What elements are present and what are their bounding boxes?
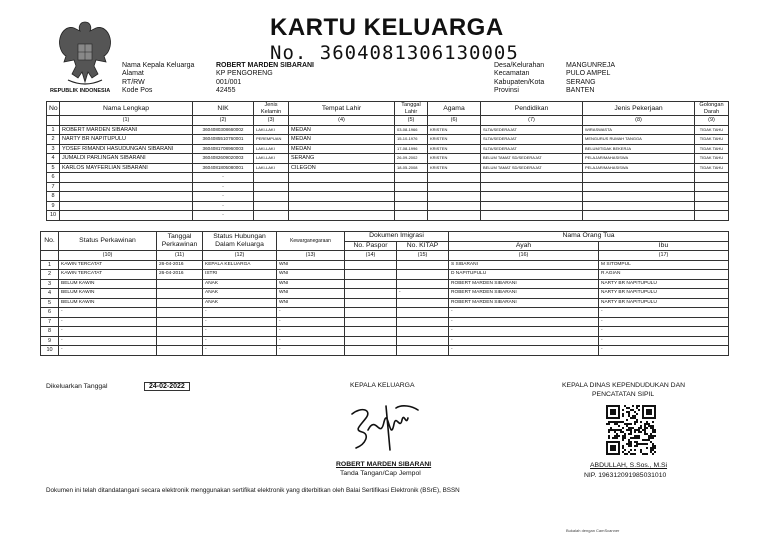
table-cell [397, 308, 449, 318]
table-cell [397, 298, 449, 308]
table-cell [583, 211, 695, 221]
table-row [41, 317, 729, 327]
table-cell: - [193, 192, 254, 202]
table-cell: - [59, 308, 157, 318]
table-row [41, 270, 729, 280]
table-cell: - [203, 336, 277, 346]
table-cell [157, 298, 203, 308]
table-cell: ROBERT MARDEN SIBARANI [60, 125, 193, 135]
col-header: Agama [428, 102, 481, 116]
col-code: (5) [395, 116, 428, 126]
table-cell: - [193, 201, 254, 211]
table-cell: R AGIAN [599, 270, 729, 280]
table-cell: ISTRI [203, 270, 277, 280]
table-cell [60, 211, 193, 221]
table-cell [395, 211, 428, 221]
table-cell [254, 192, 289, 202]
table1-code-row [47, 116, 729, 126]
table-cell: - [277, 308, 345, 318]
col-code: (9) [695, 116, 729, 126]
table-cell [481, 211, 583, 221]
electronic-signature-disclaimer: Dokumen ini telah ditandatangani secara elektronik menggunakan sertifikat elektronik yang diterbitkan oleh Balai Sertifikasi Elektronik (BSrE), BSSN [46, 487, 460, 494]
rtrw-value: 001/001 [216, 78, 242, 86]
info-label: Provinsi [494, 86, 519, 94]
col-code: (13) [277, 251, 345, 261]
table-row [41, 336, 729, 346]
issued-date-label: Dikeluarkan Tanggal [46, 383, 108, 390]
table-cell: - [203, 327, 277, 337]
col-code: (3) [254, 116, 289, 126]
table-cell [289, 211, 395, 221]
table-cell: NARTY BR NAPITUPULU [599, 279, 729, 289]
table-cell: 3604081708960003 [193, 144, 254, 154]
info-label: Kecamatan [494, 70, 530, 78]
table-cell: LAKI-LAKI [254, 144, 289, 154]
table-cell [157, 317, 203, 327]
table-cell: 2 [47, 135, 60, 145]
table-cell: LAKI-LAKI [254, 154, 289, 164]
col-header: Nama Orang Tua [449, 232, 729, 242]
table-cell [397, 260, 449, 270]
table-cell: - [449, 308, 599, 318]
col-code: (17) [599, 251, 729, 261]
table-cell: - [193, 182, 254, 192]
table-cell: 3 [41, 279, 59, 289]
table-cell [60, 182, 193, 192]
table-cell: - [277, 336, 345, 346]
table-cell: NARTY BR NAPITUPULU [599, 298, 729, 308]
info-label: Desa/Kelurahan [494, 62, 545, 69]
table-cell: KRISTEN [428, 163, 481, 173]
table-row [47, 154, 729, 164]
postal-code-value: 42455 [216, 86, 236, 94]
col-code: (8) [583, 116, 695, 126]
table-cell [345, 308, 397, 318]
table-cell [395, 201, 428, 211]
table-cell: SLTA/SEDERAJAT [481, 144, 583, 154]
issued-date-value: 24-02-2022 [144, 382, 190, 391]
village-value: MANGUNREJA [566, 62, 616, 69]
table-cell: - [59, 336, 157, 346]
info-label: Kabupaten/Kota [494, 78, 545, 86]
head-name-value: ROBERT MARDEN SIBARANI [216, 62, 314, 69]
table-cell: - [449, 336, 599, 346]
table-cell [397, 336, 449, 346]
info-label: Alamat [122, 70, 144, 78]
table-cell [397, 270, 449, 280]
table-cell [583, 192, 695, 202]
table1-header-row [47, 102, 729, 116]
table-cell: NARTY BR NAPITUPULU [599, 289, 729, 299]
table-cell: 6 [47, 173, 60, 183]
table-cell: D NAPITUPULU [449, 270, 599, 280]
info-label: RT/RW [122, 78, 145, 86]
table-cell: WNI [277, 279, 345, 289]
table-cell: 4 [47, 154, 60, 164]
table-row [41, 308, 729, 318]
table-cell: 10 [47, 211, 60, 221]
table-cell: - [59, 327, 157, 337]
table-cell [345, 336, 397, 346]
table-cell [157, 346, 203, 356]
table-cell: - [599, 336, 729, 346]
col-code [41, 251, 59, 261]
table-cell [254, 201, 289, 211]
table-cell: ROBERT MARDEN SIBARANI [449, 289, 599, 299]
table-cell: 3604080308660002 [193, 125, 254, 135]
table-cell: 3604082609020003 [193, 154, 254, 164]
table-cell [345, 270, 397, 280]
table-cell: TIDAK TAHU [695, 135, 729, 145]
table-cell [481, 173, 583, 183]
table-cell [695, 173, 729, 183]
head-name: ROBERT MARDEN SIBARANI [336, 461, 432, 468]
table-cell: KARLOS MAYFERLIAN SIBARANI [60, 163, 193, 173]
col-code: (16) [449, 251, 599, 261]
table-cell: 10 [41, 346, 59, 356]
corner-note: Bukalah dengan CamScanner [566, 528, 620, 533]
table-cell: - [277, 327, 345, 337]
table-cell: ROBERT MARDEN SIBARANI [449, 298, 599, 308]
table-cell: MEDAN [289, 144, 395, 154]
table-cell [345, 327, 397, 337]
table-cell: 1 [47, 125, 60, 135]
table-cell [583, 182, 695, 192]
signature-icon [346, 400, 422, 454]
table-row [41, 279, 729, 289]
table-cell: - [203, 346, 277, 356]
col-code: (6) [428, 116, 481, 126]
table-cell [289, 201, 395, 211]
table-cell [157, 279, 203, 289]
table-cell [345, 279, 397, 289]
family-members-table [46, 101, 729, 221]
table-cell [395, 182, 428, 192]
col-header: NIK [193, 102, 254, 116]
table-cell: 26-09-2002 [395, 154, 428, 164]
head-info-values [216, 62, 314, 95]
col-code: (4) [289, 116, 395, 126]
table-cell: PEREMPUAN [254, 135, 289, 145]
table-cell [481, 201, 583, 211]
office-title-line2: PENCATATAN SIPIL [592, 391, 655, 398]
col-code: (7) [481, 116, 583, 126]
table-cell [397, 279, 449, 289]
table-cell: 26-04-2016 [157, 270, 203, 280]
table-cell: BELUM KAWIN [59, 289, 157, 299]
table-row [41, 289, 729, 299]
table-cell: 17-08-1996 [395, 144, 428, 154]
table-cell: - [277, 317, 345, 327]
table-cell [583, 201, 695, 211]
table-cell [345, 346, 397, 356]
table-cell: TIDAK TAHU [695, 163, 729, 173]
table-cell: 2 [41, 270, 59, 280]
col-code: (14) [345, 251, 397, 261]
info-label: Nama Kepala Keluarga [122, 62, 195, 69]
table2-header-row-1 [41, 232, 729, 242]
table-cell: BELUM/TIDAK BEKERJA [583, 144, 695, 154]
table-cell [289, 173, 395, 183]
table-row [41, 346, 729, 356]
table-cell: - [193, 173, 254, 183]
table-cell: - [449, 327, 599, 337]
garuda-emblem-icon [54, 18, 116, 90]
table-cell: - [397, 289, 449, 299]
table-cell: 3 [47, 144, 60, 154]
table-cell: KEPALA KELUARGA [203, 260, 277, 270]
office-title-line1: KEPALA DINAS KEPENDUDUKAN DAN [562, 382, 686, 389]
table-cell [254, 173, 289, 183]
col-header: Tanggal Perkawinan [157, 232, 203, 251]
table-cell [397, 317, 449, 327]
col-header: No. [41, 232, 59, 251]
table-cell: - [599, 317, 729, 327]
table-cell [254, 211, 289, 221]
table-cell: - [277, 346, 345, 356]
table-cell: CILEGON [289, 163, 395, 173]
col-header: Tanggal Lahir [395, 102, 428, 116]
col-header: No. Paspor [345, 241, 397, 251]
table-cell: MENGURUS RUMAH TANGGA [583, 135, 695, 145]
document-title: KARTU KELUARGA [270, 14, 504, 41]
table-cell [481, 182, 583, 192]
col-code: (1) [60, 116, 193, 126]
table-cell: - [599, 308, 729, 318]
col-header: Dokumen Imigrasi [345, 232, 449, 242]
table-cell: BELUM KAWIN [59, 298, 157, 308]
col-header: Kewarganegaraan [277, 232, 345, 251]
table-cell: 5 [47, 163, 60, 173]
col-header: Status Perkawinan [59, 232, 157, 251]
col-header: Ayah [449, 241, 599, 251]
table-cell: ANAK [203, 279, 277, 289]
table-cell: KRISTEN [428, 154, 481, 164]
table-cell: WIRASWASTA [583, 125, 695, 135]
table-cell: KRISTEN [428, 135, 481, 145]
table-cell: 8 [41, 327, 59, 337]
table-cell [428, 182, 481, 192]
table-cell [345, 298, 397, 308]
table-cell [395, 173, 428, 183]
table-cell [395, 192, 428, 202]
table-cell [481, 192, 583, 202]
col-code: (2) [193, 116, 254, 126]
table-cell: 1 [41, 260, 59, 270]
table-cell [254, 182, 289, 192]
table-cell: BELUM TAMAT SD/SEDERAJAT [481, 154, 583, 164]
table-cell [345, 317, 397, 327]
table-cell: - [193, 211, 254, 221]
province-value: BANTEN [566, 86, 595, 94]
head-signature-label: KEPALA KELUARGA [350, 382, 415, 389]
table-cell: 6 [41, 308, 59, 318]
table-row [47, 201, 729, 211]
table-cell: 3604081805080001 [193, 163, 254, 173]
col-header: Nama Lengkap [60, 102, 193, 116]
col-code: (11) [157, 251, 203, 261]
table-cell [60, 201, 193, 211]
table-cell [428, 173, 481, 183]
table-cell: PELAJAR/MAHASISWA [583, 154, 695, 164]
col-header: Ibu [599, 241, 729, 251]
table-cell: - [203, 317, 277, 327]
table-cell: M SITOMPUL [599, 260, 729, 270]
table-cell: - [59, 346, 157, 356]
col-header: Pendidikan [481, 102, 583, 116]
table-cell: ANAK [203, 289, 277, 299]
info-label: Kode Pos [122, 86, 153, 94]
col-header: Tempat Lahir [289, 102, 395, 116]
table-cell [289, 192, 395, 202]
table-cell: - [599, 327, 729, 337]
table-cell [289, 182, 395, 192]
table-row [47, 144, 729, 154]
table-cell [397, 327, 449, 337]
emblem-caption: REPUBLIK INDONESIA [50, 88, 111, 94]
col-header: Status Hubungan Dalam Keluarga [203, 232, 277, 251]
table-cell: ROBERT MARDEN SIBARANI [449, 279, 599, 289]
table-cell: SLTA/SEDERAJAT [481, 125, 583, 135]
table-cell: 03-08-1966 [395, 125, 428, 135]
table-cell: - [449, 346, 599, 356]
table-cell: PELAJAR/MAHASISWA [583, 163, 695, 173]
regency-value: SERANG [566, 78, 596, 86]
table-cell: 9 [41, 336, 59, 346]
table-cell [428, 192, 481, 202]
table-cell: MEDAN [289, 125, 395, 135]
table-cell [60, 192, 193, 202]
table-row [47, 182, 729, 192]
table-row [47, 192, 729, 202]
table-cell: WNI [277, 260, 345, 270]
table-cell: 7 [47, 182, 60, 192]
table-row [41, 260, 729, 270]
table-cell: 7 [41, 317, 59, 327]
table-row [47, 163, 729, 173]
table-cell: - [449, 317, 599, 327]
table-row [47, 125, 729, 135]
table-cell [157, 336, 203, 346]
family-status-table [40, 231, 729, 356]
col-code: (12) [203, 251, 277, 261]
col-code: (15) [397, 251, 449, 261]
table-cell: 26-04-2016 [157, 260, 203, 270]
table-cell [397, 346, 449, 356]
kk-number: No. 3604081306130005 [270, 42, 519, 64]
table-cell [157, 289, 203, 299]
table-cell: ANAK [203, 298, 277, 308]
table-cell: LAKI-LAKI [254, 163, 289, 173]
table-cell [157, 327, 203, 337]
col-header: No. KITAP [397, 241, 449, 251]
col-header: No [47, 102, 60, 116]
table-cell [345, 289, 397, 299]
table-row [41, 298, 729, 308]
table-cell: BELUM KAWIN [59, 279, 157, 289]
region-info-values [566, 62, 615, 95]
table-cell [428, 211, 481, 221]
table-row [41, 327, 729, 337]
table-cell: MEDAN [289, 135, 395, 145]
table2-code-row [41, 251, 729, 261]
table-cell: SLTA/SEDERAJAT [481, 135, 583, 145]
table-cell: TIDAK TAHU [695, 125, 729, 135]
signature-caption: Tanda Tangan/Cap Jempol [340, 470, 421, 477]
col-code: (10) [59, 251, 157, 261]
district-value: PULO AMPEL [566, 70, 611, 78]
table-cell: SERANG [289, 154, 395, 164]
col-header: Jenis Kelamin [254, 102, 289, 116]
table-cell: LAKI-LAKI [254, 125, 289, 135]
table-cell: KAWIN TERCATAT [59, 260, 157, 270]
table-row [47, 211, 729, 221]
col-header: Jenis Pekerjaan [583, 102, 695, 116]
table-cell: TIDAK TAHU [695, 154, 729, 164]
table-cell: S SIBARANI [449, 260, 599, 270]
table-cell: 4 [41, 289, 59, 299]
table-cell: 15-10-1976 [395, 135, 428, 145]
table-cell [583, 173, 695, 183]
table-cell [60, 173, 193, 183]
table-cell: KRISTEN [428, 144, 481, 154]
table-cell: TIDAK TAHU [695, 144, 729, 154]
qr-code-icon [600, 405, 662, 455]
table-cell: 9 [47, 201, 60, 211]
table-cell: YOSEF RIMANDI HASUDUNGAN SIBARANI [60, 144, 193, 154]
table-cell [428, 201, 481, 211]
official-nip: NIP. 196312091985031010 [584, 472, 667, 479]
table-cell [157, 308, 203, 318]
table-cell: 18-05-2008 [395, 163, 428, 173]
head-info-labels [122, 62, 194, 95]
table-cell: WNI [277, 289, 345, 299]
table-cell: KAWIN TERCATAT [59, 270, 157, 280]
address-value: KP PENGORENG [216, 70, 273, 78]
table-cell: WNI [277, 270, 345, 280]
table-cell: WNI [277, 298, 345, 308]
table-cell [695, 192, 729, 202]
table-cell: - [59, 317, 157, 327]
table-cell: KRISTEN [428, 125, 481, 135]
table-cell: - [599, 346, 729, 356]
table-row [47, 135, 729, 145]
table-cell: 5 [41, 298, 59, 308]
table-row [47, 173, 729, 183]
table-cell: NARTY BR NAPITUPULU [60, 135, 193, 145]
table-cell: 3604085510760001 [193, 135, 254, 145]
table-cell [695, 182, 729, 192]
table-cell: JUMALDI PARLINGAN SIBARANI [60, 154, 193, 164]
official-name: ABDULLAH, S.Sos., M.Si [590, 462, 668, 469]
table-cell: 8 [47, 192, 60, 202]
col-code [47, 116, 60, 126]
col-header: Golongan Darah [695, 102, 729, 116]
table-cell: - [203, 308, 277, 318]
region-info-labels [494, 62, 544, 95]
table-cell: BELUM TAMAT SD/SEDERAJAT [481, 163, 583, 173]
table-cell [695, 211, 729, 221]
table-cell [345, 260, 397, 270]
table-cell [695, 201, 729, 211]
